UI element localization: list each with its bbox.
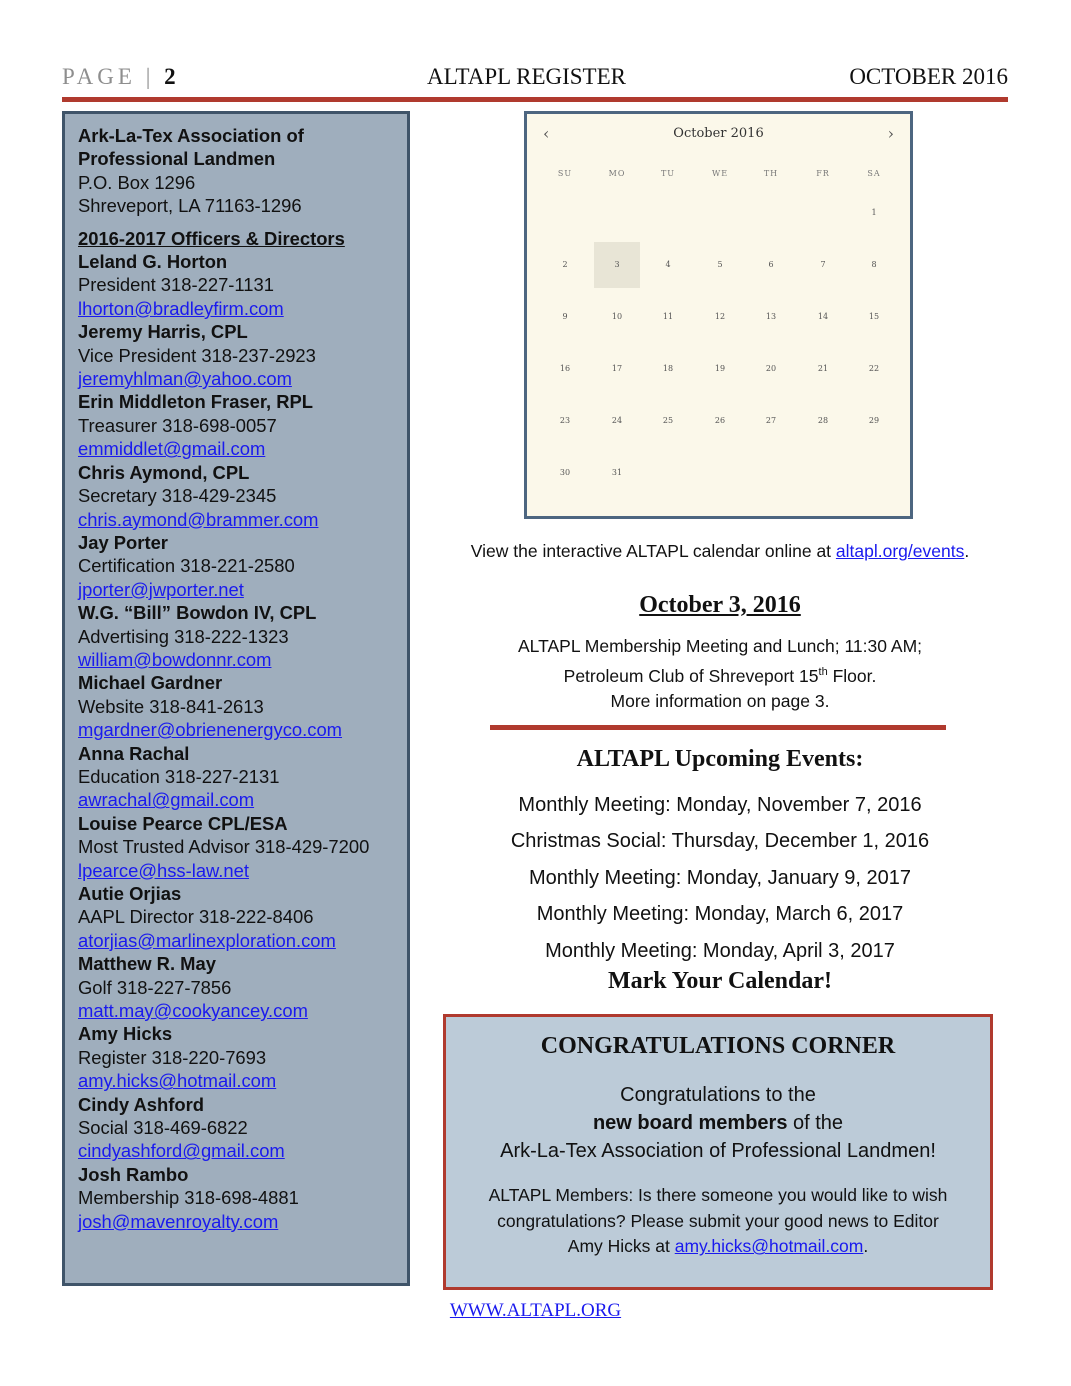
newsletter-title: ALTAPL REGISTER <box>427 64 626 89</box>
officer-name: Louise Pearce CPL/ESA <box>78 812 288 834</box>
officer-name: Leland G. Horton <box>78 251 228 273</box>
officer-name: Anna Rachal <box>78 742 190 764</box>
page-number: 2 <box>164 64 176 89</box>
chevron-right-icon[interactable]: › <box>887 124 894 143</box>
upcoming-event-item: Monthly Meeting: Monday, April 3, 2017 <box>545 939 895 962</box>
officer-email-link[interactable]: mgardner@obrienenergyco.com <box>78 719 343 741</box>
calendar-day[interactable]: 19 <box>714 364 726 373</box>
officer-name: Autie Orjias <box>78 883 182 904</box>
officer-name: Cindy Ashford <box>78 1093 205 1115</box>
officer-email-link[interactable]: josh@mavenroyalty.com <box>78 1210 279 1232</box>
officer-role: Golf 318-227-7856 <box>78 976 232 998</box>
org-name-line1: Ark-La-Tex Association of <box>78 125 304 146</box>
calendar-day[interactable]: 24 <box>611 416 623 425</box>
officer-role: Website 318-841-2613 <box>78 695 264 717</box>
officer-email-link[interactable]: awrachal@gmail.com <box>78 789 255 811</box>
officer-email-link[interactable]: jeremyhlman@yahoo.com <box>78 368 292 390</box>
weekday-label: MO <box>608 169 626 178</box>
calendar-day[interactable]: 26 <box>714 416 726 425</box>
officer-email-link[interactable]: lpearce@hss-law.net <box>78 859 249 881</box>
calendar-day[interactable]: 28 <box>817 416 829 425</box>
calendar-day[interactable]: 30 <box>559 468 571 477</box>
congratulations-body: Congratulations to the new board members of the Ark-La-Tex Association of Professional Landmen! <box>500 1084 936 1162</box>
officer-role: Certification 318-221-2580 <box>78 555 295 577</box>
officer-name: Matthew R. May <box>78 953 216 975</box>
officer-email-link[interactable]: emmiddlet@gmail.com <box>78 438 266 460</box>
congratulations-note: ALTAPL Members: Is there someone you would like to wish congratulations? Please submit your good news to Editor Amy Hicks at amy.hicks@hotmail.com. <box>488 1185 948 1257</box>
officer-email-link[interactable]: jporter@jwporter.net <box>78 578 244 600</box>
calendar-widget <box>524 111 913 519</box>
calendar-day[interactable]: 9 <box>562 312 568 321</box>
calendar-day[interactable]: 21 <box>817 364 829 373</box>
calendar-day[interactable]: 1 <box>871 208 877 217</box>
officer-name: Jeremy Harris, CPL <box>78 321 248 343</box>
congratulations-box <box>443 1014 993 1290</box>
calendar-day[interactable]: 18 <box>662 364 674 373</box>
calendar-day[interactable]: 23 <box>559 416 571 425</box>
page-number-label: PAGE | 2 <box>62 64 176 89</box>
calendar-day[interactable]: 27 <box>765 416 777 425</box>
weekday-label: TU <box>660 169 676 178</box>
upcoming-event-item: Monthly Meeting: Monday, January 9, 2017 <box>528 866 912 889</box>
calendar-day[interactable]: 22 <box>868 364 880 373</box>
address-line2: Shreveport, LA 71163-1296 <box>78 195 302 217</box>
calendar-day-selected[interactable]: 3 <box>594 242 640 288</box>
footer <box>0 1300 1071 1322</box>
officer-name: Josh Rambo <box>78 1163 189 1185</box>
chevron-left-icon[interactable]: ‹ <box>543 124 550 143</box>
officer-role: President 318-227-1131 <box>78 274 274 296</box>
officer-name: Erin Middleton Fraser, RPL <box>78 391 314 413</box>
org-name-line2: Professional Landmen <box>78 148 276 170</box>
officer-email-link[interactable]: matt.may@cookyancey.com <box>78 1000 308 1022</box>
officer-name: W.G. “Bill” Bowdon IV, CPL <box>78 602 317 624</box>
congratulations-title: CONGRATULATIONS CORNER <box>540 1033 896 1059</box>
upcoming-events-title: ALTAPL Upcoming Events: <box>576 746 864 772</box>
officer-email-link[interactable]: lhorton@bradleyfirm.com <box>78 297 284 319</box>
weekday-label: SA <box>867 169 881 178</box>
header-rule <box>62 97 1008 102</box>
weekday-label: FR <box>816 169 830 178</box>
weekday-label: TH <box>763 169 779 178</box>
calendar-day[interactable]: 17 <box>611 364 623 373</box>
upcoming-event-item: Monthly Meeting: Monday, November 7, 2016 <box>518 794 922 816</box>
calendar-day[interactable]: 2 <box>562 260 568 269</box>
officer-email-link[interactable]: william@bowdonnr.com <box>78 648 272 670</box>
officers-sidebar <box>62 111 410 1286</box>
officer-email-link[interactable]: cindyashford@gmail.com <box>78 1140 285 1162</box>
event-title: October 3, 2016 <box>639 592 801 618</box>
officer-name: Jay Porter <box>78 531 168 553</box>
calendar-day[interactable]: 8 <box>871 260 877 269</box>
officer-role: Vice President 318-237-2923 <box>78 344 316 366</box>
officer-name: Michael Gardner <box>78 672 223 694</box>
calendar-day[interactable]: 31 <box>611 468 623 477</box>
officer-name: Amy Hicks <box>78 1023 173 1045</box>
officer-name: Chris Aymond, CPL <box>78 461 250 483</box>
weekday-label: SU <box>557 169 573 178</box>
page-header <box>62 64 1008 94</box>
officers-heading: 2016-2017 Officers & Directors <box>78 227 345 249</box>
calendar-day[interactable]: 13 <box>765 312 777 321</box>
calendar-day[interactable]: 10 <box>611 312 623 321</box>
officer-role: Treasurer 318-698-0057 <box>78 414 277 436</box>
officer-role: Register 318-220-7693 <box>78 1046 267 1068</box>
upcoming-events-list <box>420 787 1020 969</box>
issue-date: OCTOBER 2016 <box>849 64 1008 89</box>
calendar-day[interactable]: 6 <box>768 260 774 269</box>
officers-list <box>78 250 401 1233</box>
calendar-day[interactable]: 16 <box>559 364 571 373</box>
officer-email-link[interactable]: amy.hicks@hotmail.com <box>78 1070 277 1092</box>
address-line1: P.O. Box 1296 <box>78 171 196 193</box>
calendar-day[interactable]: 14 <box>817 312 829 321</box>
officer-role: Secretary 318-429-2345 <box>78 485 277 507</box>
officer-email-link[interactable]: atorjias@marlinexploration.com <box>78 929 336 951</box>
event-details: ALTAPL Membership Meeting and Lunch; 11:30 AM; Petroleum Club of Shreveport 15th Floor. More information on page 3. <box>517 636 923 712</box>
officer-role: Membership 318-698-4881 <box>78 1187 299 1209</box>
officer-email-link[interactable]: chris.aymond@brammer.com <box>78 508 319 530</box>
calendar-day[interactable]: 25 <box>662 416 674 425</box>
calendar-day[interactable]: 20 <box>765 364 777 373</box>
calendar-day[interactable]: 7 <box>820 260 826 269</box>
website-link[interactable]: WWW.ALTAPL.ORG <box>449 1300 622 1321</box>
weekday-label: WE <box>711 169 729 178</box>
calendar-month-label: October 2016 <box>673 126 764 141</box>
officer-role: AAPL Director 318-222-8406 <box>78 906 314 928</box>
calendar-day[interactable]: 12 <box>714 312 726 321</box>
upcoming-event-item: Monthly Meeting: Monday, March 6, 2017 <box>536 903 904 926</box>
officer-role: Education 318-227-2131 <box>78 765 280 787</box>
officer-role: Most Trusted Advisor 318-429-7200 <box>78 836 370 858</box>
calendar-day[interactable]: 11 <box>662 312 674 321</box>
section-rule <box>490 725 946 730</box>
calendar-link-text: View the interactive ALTAPL calendar online at altapl.org/events. <box>470 541 970 561</box>
officer-role: Social 318-469-6822 <box>78 1117 248 1139</box>
upcoming-event-item: Christmas Social: Thursday, December 1, 2016 <box>510 830 930 853</box>
calendar-day[interactable]: 4 <box>665 260 671 269</box>
mark-calendar-heading: Mark Your Calendar! <box>608 968 832 994</box>
editor-email-link[interactable]: amy.hicks@hotmail.com <box>674 1236 864 1257</box>
calendar-day[interactable]: 29 <box>868 416 880 425</box>
calendar-events-link[interactable]: altapl.org/events <box>835 541 965 561</box>
calendar-day[interactable]: 5 <box>717 260 723 269</box>
officer-role: Advertising 318-222-1323 <box>78 625 289 647</box>
calendar-day[interactable]: 15 <box>868 312 880 321</box>
